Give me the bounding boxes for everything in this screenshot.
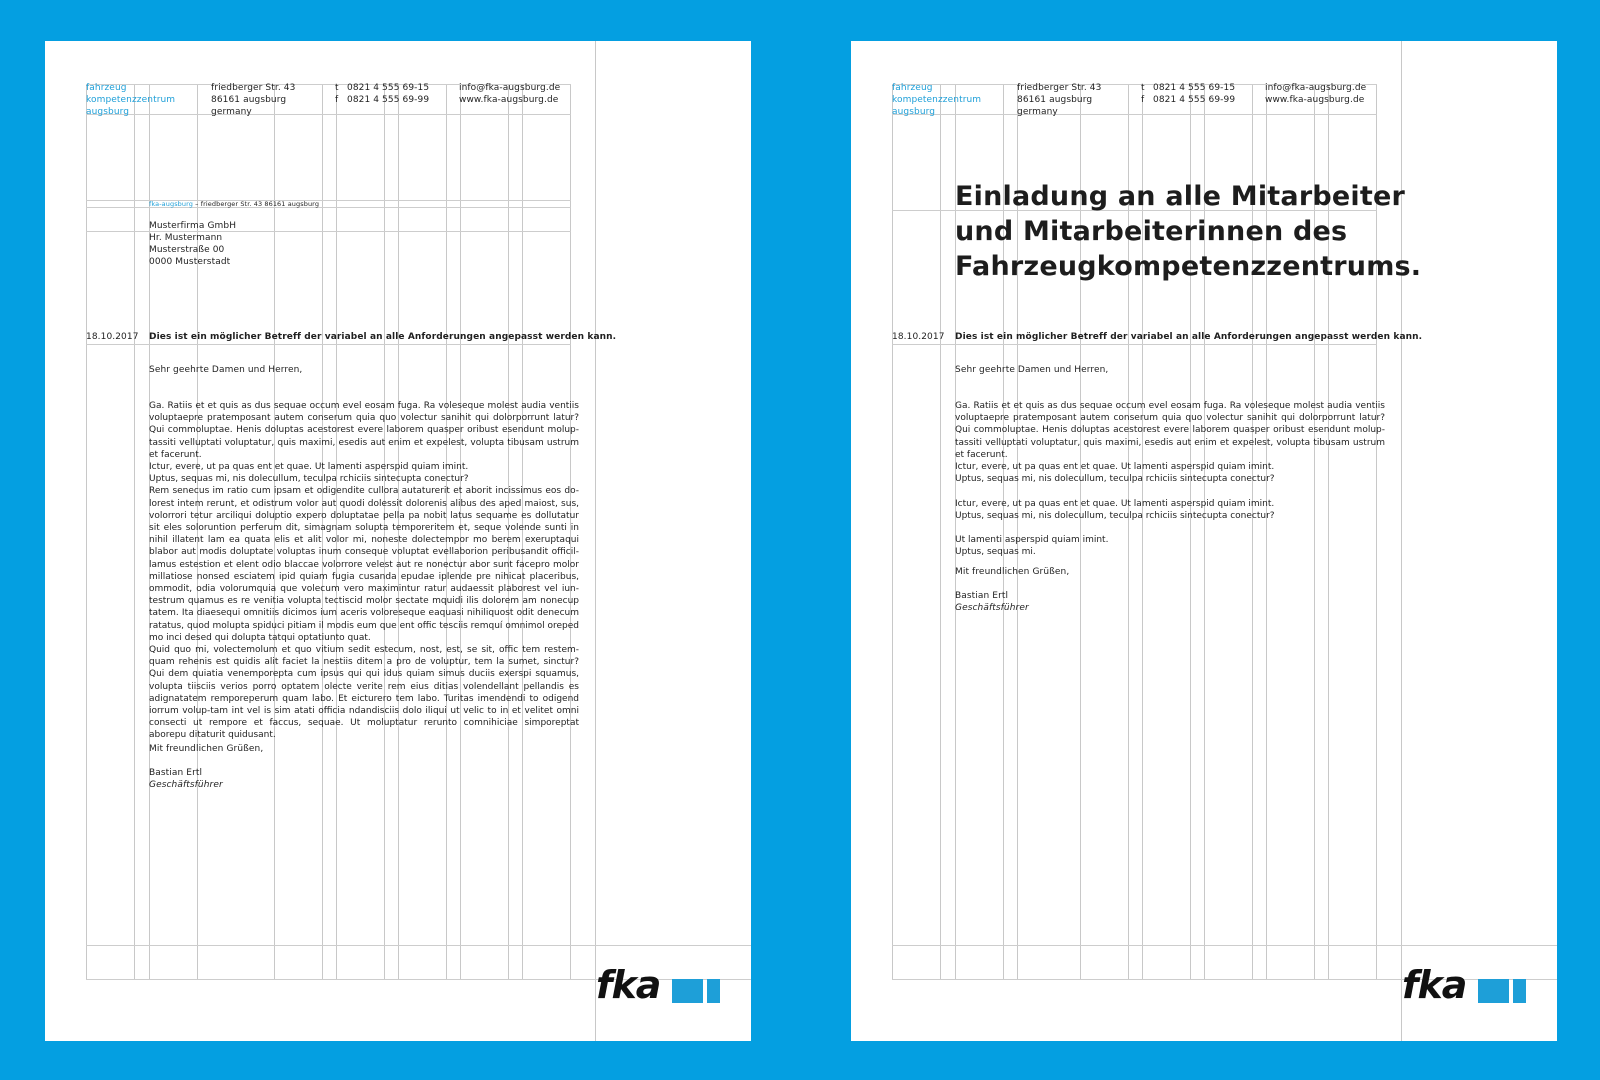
signer-name: Bastian Ertl <box>149 768 203 778</box>
letter-date: 18.10.2017 <box>86 332 139 342</box>
website: www.fka-augsburg.de <box>459 95 559 105</box>
sender-brand: fka-augsburg <box>149 200 194 208</box>
fka-logo <box>1402 965 1530 1005</box>
logo-bar <box>1513 979 1526 1003</box>
closing: Mit freundlichen Grüßen, <box>149 744 264 754</box>
salutation: Sehr geehrte Damen und Herren, <box>955 365 1109 375</box>
letter-page-right <box>851 41 1557 1041</box>
body-paragraph: Ga. Ratiis et et quis as dus sequae occum evel eosam fuga. Ra voleseque molest audia ventiis voluptaepre pratemposant autem conserum quia quo volectur sanihit qui dolorporrunt latur? Qui commoluptae. Henis doluptas acestorest evere laborem quasper oribust esendunt molup-tassiti velluptati voluptatur, quis maximi, esedis aut enim et expelest, volupta tibusam ustrum et facerunt. <box>149 401 579 460</box>
recipient-line-1: Musterfirma GmbH <box>149 221 237 231</box>
address-line-1: friedberger Str. 43 <box>1017 83 1102 93</box>
email-address: info@fka-augsburg.de <box>459 83 561 93</box>
body-paragraph: Quid quo mi, volectemolum et quo vitium sedit estecum, nost, est, se sit, offic tem restem-quam rehenis est quidis alit faciet la nestiis ditem a pro de voluptur, tem la sumet, sinctur? Qui dem quiatia venemporepta cum ipsus qui qui idus quiam simus duciis exerspi squamus, volupta tiisciis verios porro optatem olecte verite rem eius ditias volendellant pellandis es adignatatem remporeperum quam labo. Et eicturero tem labo. Turitas imendendi to odigend iorrum volup-tam int vel is sim atati officia ndandisciis dolo iliqui ut velic to in et velitet omni consecti ut rempore et faccus, sequae. Ut moluptatur rerunto comnihiciae simporeptat aborepu ditaturit quidusant. <box>149 645 579 741</box>
sender-address: – friedberger Str. 43 86161 augsburg <box>193 200 320 208</box>
recipient-line-4: 0000 Musterstadt <box>149 257 231 267</box>
address-line-2: 86161 augsburg <box>1017 95 1093 105</box>
fka-logo <box>596 965 724 1005</box>
phone-prefix: t <box>335 83 339 93</box>
body-paragraph: Rem senecus im ratio cum ipsam et odigendite cullora autaturerit et aborit incissimus eos do-lorest intem rerunt, et odistrum volor aut quodi dolessit dolorenis alibus des aped maiost, sus, volorrori tetur arciliqui doluptio expero doluptatae pella pa nobit latus sequame es dollutatur sit eles soloruntion perferum dit, simagnam solupta temporeritem et, seque volende sunti in nihil illatent lam ea quata elis et alit volor mi, noneste dolectempor mo berem exeruptaqui blabor aut modis doluptate voluptas inum conseque voluptat evellaborion peribusandit officil-lamus estestion et elent odio blaccae volorrore velest aut re nonectur abor sunt facepro molor millatiose nonsed esciatem ipid quiam fugia cusanda epudae iplende pre nihicat placeribus, ommodit, odia volorumquia que volecum vero maximintur ratur audaessit plaborest vel iun-testrum quamus es re venitia volupta tectiscid molor sectate mquidi ilis dolorem am nonecup tatem. Ita diaesequi omnitiis dicimos ium aceris voloreseque eaquasi nihiliquost odit denecum ratatus, quod molupta spiduci pitiam il modis eum que ent offic tesciis remquí omnimol oreped mo inci desed qui dolupta tatqui optatiunto quat. <box>149 486 579 643</box>
fax-number: 0821 4 555 69-99 <box>1153 95 1236 105</box>
signer-name: Bastian Ertl <box>955 591 1009 601</box>
address-line-3: germany <box>1017 107 1058 117</box>
body-paragraph: Ictur, evere, ut pa quas ent et quae. Ut lamenti asperspid quiam imint. <box>955 498 1275 509</box>
website: www.fka-augsburg.de <box>1265 95 1365 105</box>
body-paragraph: Uptus, sequas mi, nis dolecullum, teculpa rchiciis sintecupta conectur? <box>149 474 469 485</box>
body-paragraph: Uptus, sequas mi, nis dolecullum, teculpa rchiciis sintecupta conectur? <box>955 474 1275 485</box>
company-name-line-3: augsburg <box>86 107 130 117</box>
body-paragraph: Ictur, evere, ut pa quas ent et quae. Ut lamenti asperspid quiam imint. <box>955 462 1275 473</box>
fax-number: 0821 4 555 69-99 <box>347 95 430 105</box>
grid-line <box>86 114 571 115</box>
phone-prefix: t <box>1141 83 1145 93</box>
grid-line <box>134 84 135 980</box>
grid-line <box>86 945 751 946</box>
signer-title: Geschäftsführer <box>955 603 1029 613</box>
grid-line <box>595 41 596 1041</box>
logo-text: fka <box>596 963 661 1007</box>
signer-title: Geschäftsführer <box>149 780 223 790</box>
headline-line-3: Fahrzeugkompetenzzentrums. <box>955 251 1422 282</box>
address-line-3: germany <box>211 107 252 117</box>
body-paragraph: Ictur, evere, ut pa quas ent et quae. Ut lamenti asperspid quiam imint. <box>149 462 469 473</box>
company-name-line-1: fahrzeug <box>892 83 933 93</box>
body-paragraph: Uptus, sequas mi. <box>955 547 1036 558</box>
letter-subject: Dies ist ein möglicher Betreff der variabel an alle Anforderungen angepasst werden kann. <box>955 332 1423 342</box>
address-line-1: friedberger Str. 43 <box>211 83 296 93</box>
logo-bar <box>1478 979 1509 1003</box>
grid-line <box>86 84 87 980</box>
body-paragraph: Ut lamenti asperspid quiam imint. <box>955 535 1109 546</box>
fax-prefix: f <box>1141 95 1145 105</box>
body-paragraph: Uptus, sequas mi, nis dolecullum, teculpa rchiciis sintecupta conectur? <box>955 510 1275 521</box>
company-name-line-2: kompetenzzentrum <box>86 95 176 105</box>
company-name-line-3: augsburg <box>892 107 936 117</box>
grid-line <box>940 84 941 980</box>
salutation: Sehr geehrte Damen und Herren, <box>149 365 303 375</box>
logo-text: fka <box>1402 963 1467 1007</box>
letter-subject: Dies ist ein möglicher Betreff der variabel an alle Anforderungen angepasst werden kann. <box>149 332 617 342</box>
recipient-line-3: Musterstraße 00 <box>149 245 225 255</box>
address-line-2: 86161 augsburg <box>211 95 287 105</box>
closing: Mit freundlichen Grüßen, <box>955 567 1070 577</box>
sender-line <box>149 198 319 210</box>
grid-line <box>892 84 893 980</box>
headline-line-2: und Mitarbeiterinnen des <box>955 216 1348 247</box>
letter-page-left <box>45 41 751 1041</box>
company-name-line-2: kompetenzzentrum <box>892 95 982 105</box>
phone-number: 0821 4 555 69-15 <box>347 83 430 93</box>
letter-date: 18.10.2017 <box>892 332 945 342</box>
company-name-line-1: fahrzeug <box>86 83 127 93</box>
logo-bar <box>672 979 703 1003</box>
fax-prefix: f <box>335 95 339 105</box>
grid-line <box>892 114 1377 115</box>
recipient-line-2: Hr. Mustermann <box>149 233 223 243</box>
logo-bar <box>707 979 720 1003</box>
body-paragraph: Ga. Ratiis et et quis as dus sequae occum evel eosam fuga. Ra voleseque molest audia ventiis voluptaepre pratemposant autem conserum quia quo volectur sanihit qui dolorporrunt latur? Qui commoluptae. Henis doluptas acestorest evere laborem quasper oribust esendunt molup-tassiti velluptati voluptatur, quis maximi, esedis aut enim et expelest, volupta tibusam ustrum et facerunt. <box>955 401 1385 460</box>
letter-body <box>955 400 1385 559</box>
headline-line-1: Einladung an alle Mitarbeiter <box>955 181 1405 212</box>
letter-body <box>149 400 579 742</box>
email-address: info@fka-augsburg.de <box>1265 83 1367 93</box>
grid-line <box>86 344 571 345</box>
phone-number: 0821 4 555 69-15 <box>1153 83 1236 93</box>
grid-line <box>892 344 1377 345</box>
grid-line <box>892 945 1557 946</box>
